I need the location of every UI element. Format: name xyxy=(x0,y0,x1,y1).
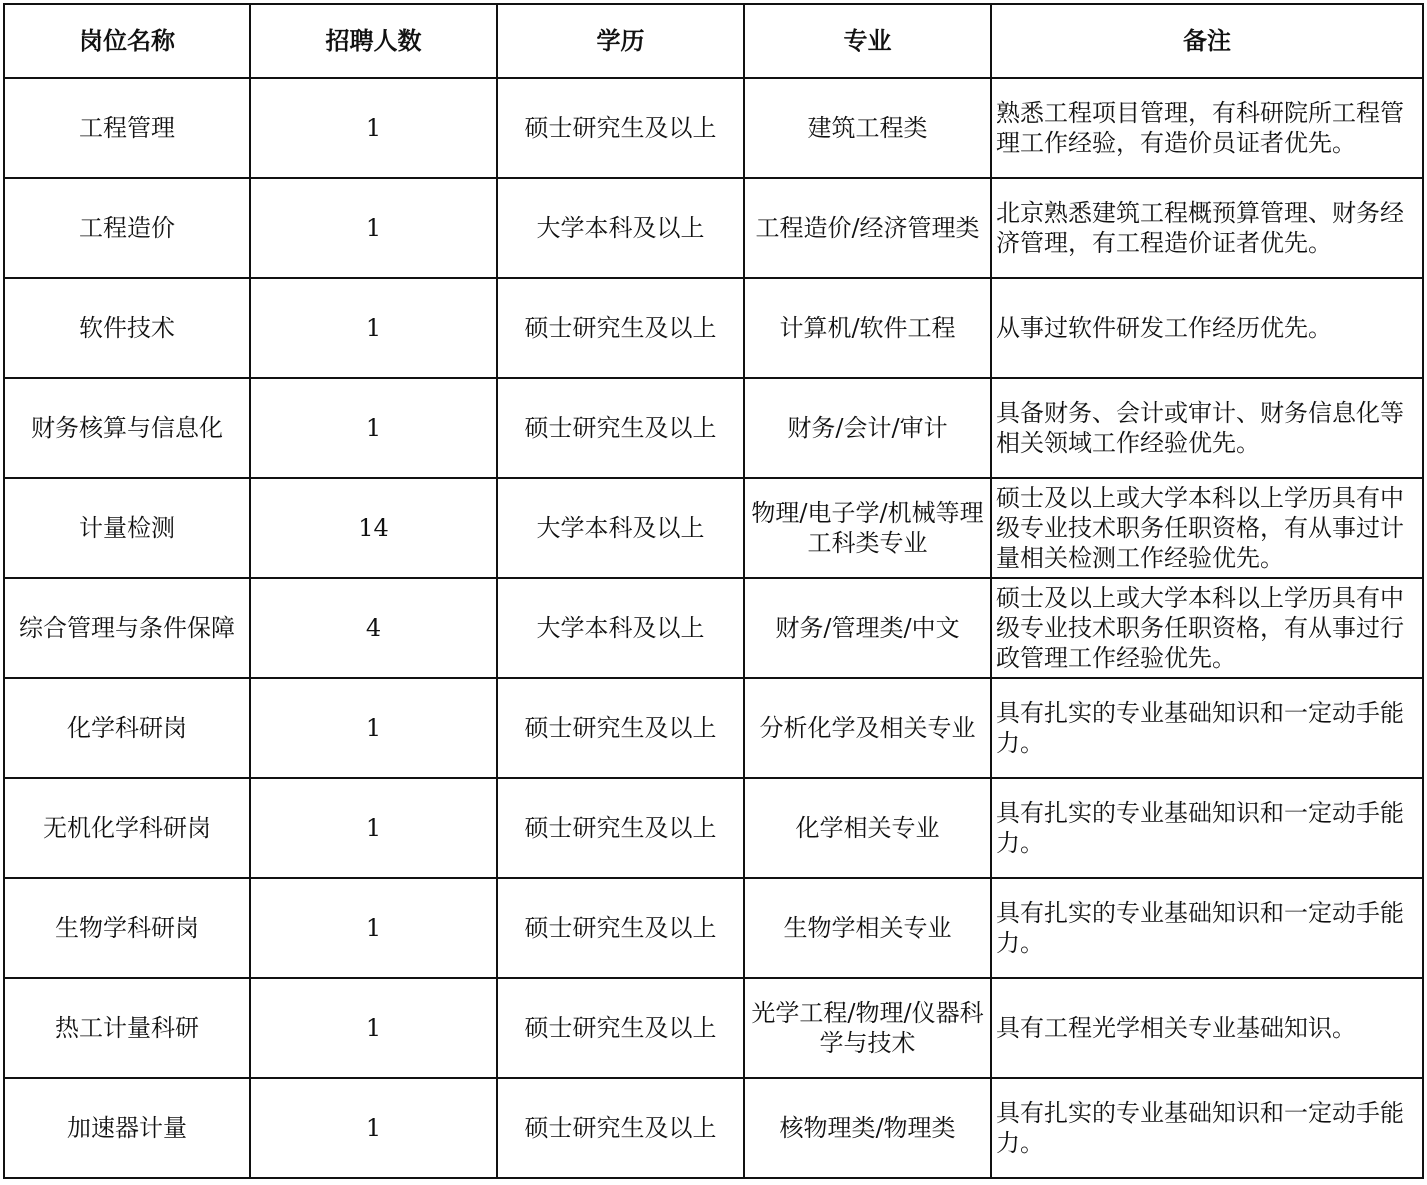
cell-position: 财务核算与信息化 xyxy=(4,378,250,478)
header-row xyxy=(4,4,1423,78)
cell-education: 大学本科及以上 xyxy=(497,478,744,578)
cell-education: 硕士研究生及以上 xyxy=(497,778,744,878)
cell-note: 具有扎实的专业基础知识和一定动手能力。 xyxy=(991,678,1423,778)
cell-major: 计算机/软件工程 xyxy=(744,278,991,378)
cell-count: 1 xyxy=(250,178,497,278)
cell-count: 14 xyxy=(250,478,497,578)
cell-major: 物理/电子学/机械等理工科类专业 xyxy=(744,478,991,578)
cell-note: 具有扎实的专业基础知识和一定动手能力。 xyxy=(991,1078,1423,1178)
cell-position: 无机化学科研岗 xyxy=(4,778,250,878)
cell-major: 工程造价/经济管理类 xyxy=(744,178,991,278)
cell-position: 化学科研岗 xyxy=(4,678,250,778)
cell-count: 1 xyxy=(250,378,497,478)
cell-position: 计量检测 xyxy=(4,478,250,578)
cell-count: 1 xyxy=(250,1078,497,1178)
recruitment-table xyxy=(3,3,1424,1179)
cell-education: 大学本科及以上 xyxy=(497,578,744,678)
table-row xyxy=(4,478,1423,578)
table-row xyxy=(4,678,1423,778)
cell-note: 具有工程光学相关专业基础知识。 xyxy=(991,978,1423,1078)
cell-education: 硕士研究生及以上 xyxy=(497,378,744,478)
cell-note: 硕士及以上或大学本科以上学历具有中级专业技术职务任职资格，有从事过计量相关检测工作经验优先。 xyxy=(991,478,1423,578)
cell-position: 热工计量科研 xyxy=(4,978,250,1078)
cell-major: 分析化学及相关专业 xyxy=(744,678,991,778)
cell-count: 1 xyxy=(250,778,497,878)
cell-count: 1 xyxy=(250,78,497,178)
table-row xyxy=(4,78,1423,178)
cell-position: 综合管理与条件保障 xyxy=(4,578,250,678)
cell-education: 硕士研究生及以上 xyxy=(497,1078,744,1178)
cell-major: 生物学相关专业 xyxy=(744,878,991,978)
cell-count: 1 xyxy=(250,978,497,1078)
cell-major: 财务/管理类/中文 xyxy=(744,578,991,678)
cell-note: 北京熟悉建筑工程概预算管理、财务经济管理，有工程造价证者优先。 xyxy=(991,178,1423,278)
cell-count: 1 xyxy=(250,878,497,978)
cell-major: 化学相关专业 xyxy=(744,778,991,878)
cell-education: 硕士研究生及以上 xyxy=(497,878,744,978)
cell-major: 核物理类/物理类 xyxy=(744,1078,991,1178)
cell-count: 4 xyxy=(250,578,497,678)
cell-count: 1 xyxy=(250,278,497,378)
cell-note: 具有扎实的专业基础知识和一定动手能力。 xyxy=(991,878,1423,978)
table-row xyxy=(4,278,1423,378)
cell-position: 加速器计量 xyxy=(4,1078,250,1178)
cell-education: 硕士研究生及以上 xyxy=(497,978,744,1078)
cell-major: 建筑工程类 xyxy=(744,78,991,178)
header-education: 学历 xyxy=(497,4,744,78)
table-row xyxy=(4,778,1423,878)
cell-education: 硕士研究生及以上 xyxy=(497,678,744,778)
cell-position: 软件技术 xyxy=(4,278,250,378)
header-position: 岗位名称 xyxy=(4,4,250,78)
table-row xyxy=(4,1078,1423,1178)
table-row xyxy=(4,578,1423,678)
cell-position: 工程管理 xyxy=(4,78,250,178)
table-row xyxy=(4,878,1423,978)
cell-count: 1 xyxy=(250,678,497,778)
cell-major: 财务/会计/审计 xyxy=(744,378,991,478)
table-row xyxy=(4,978,1423,1078)
header-count: 招聘人数 xyxy=(250,4,497,78)
header-major: 专业 xyxy=(744,4,991,78)
cell-note: 硕士及以上或大学本科以上学历具有中级专业技术职务任职资格，有从事过行政管理工作经验优先。 xyxy=(991,578,1423,678)
cell-position: 工程造价 xyxy=(4,178,250,278)
cell-position: 生物学科研岗 xyxy=(4,878,250,978)
cell-note: 具有扎实的专业基础知识和一定动手能力。 xyxy=(991,778,1423,878)
cell-major: 光学工程/物理/仪器科学与技术 xyxy=(744,978,991,1078)
header-note: 备注 xyxy=(991,4,1423,78)
cell-education: 硕士研究生及以上 xyxy=(497,78,744,178)
cell-note: 具备财务、会计或审计、财务信息化等相关领域工作经验优先。 xyxy=(991,378,1423,478)
cell-note: 从事过软件研发工作经历优先。 xyxy=(991,278,1423,378)
cell-education: 大学本科及以上 xyxy=(497,178,744,278)
table-row xyxy=(4,378,1423,478)
table-row xyxy=(4,178,1423,278)
cell-note: 熟悉工程项目管理，有科研院所工程管理工作经验，有造价员证者优先。 xyxy=(991,78,1423,178)
cell-education: 硕士研究生及以上 xyxy=(497,278,744,378)
